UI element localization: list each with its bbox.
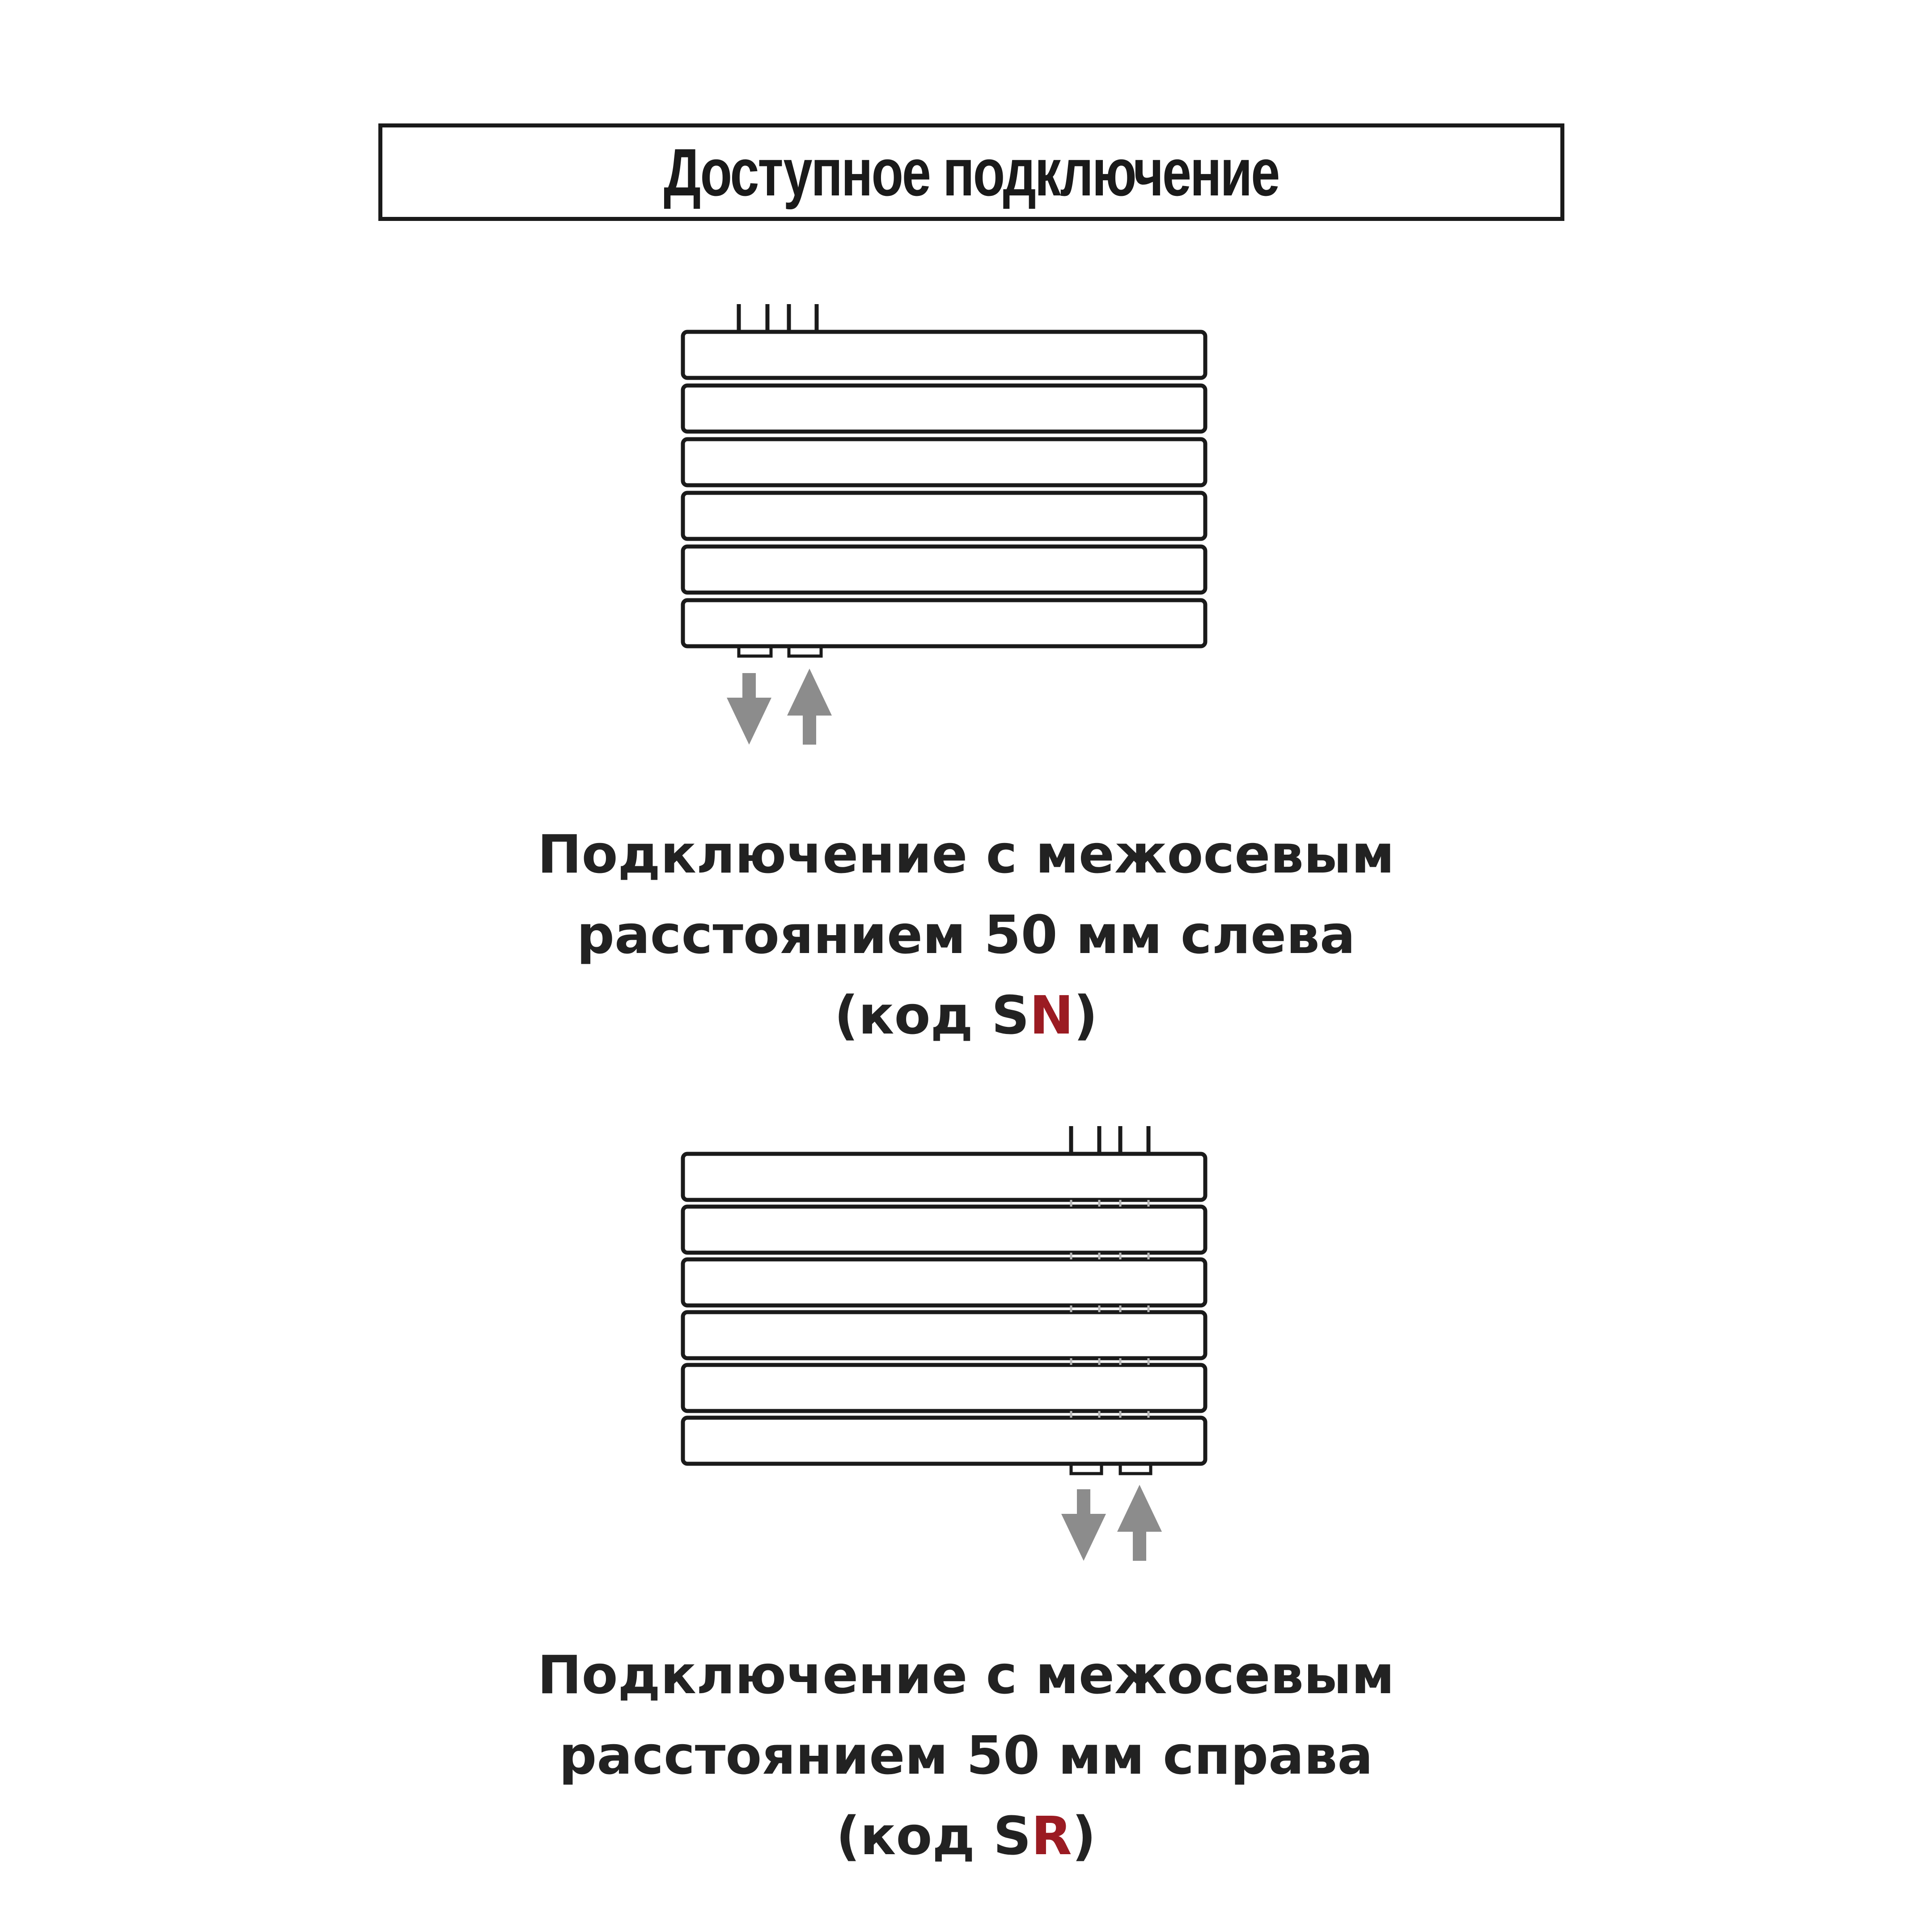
radiator-tube (683, 439, 1205, 485)
code-accent-letter: N (1029, 984, 1074, 1046)
arrow-down-icon (727, 673, 771, 745)
radiator-tube (683, 1312, 1205, 1358)
caption-code-line (0, 1796, 1932, 1876)
arrow-up-icon (1117, 1485, 1162, 1561)
arrow-up-icon (787, 669, 832, 745)
radiator-tube (683, 493, 1205, 539)
connector-nipple (739, 646, 771, 656)
radiator-tube (683, 1207, 1205, 1253)
caption-right-connection (0, 1635, 1932, 1876)
code-suffix: ) (1073, 984, 1098, 1046)
caption-line-1: Подключение с межосевым (537, 1644, 1395, 1706)
caption-line-1: Подключение с межосевым (537, 823, 1395, 885)
arrow-down-icon (1061, 1489, 1106, 1561)
caption-code-line (0, 975, 1932, 1055)
connector-nipple (1120, 1464, 1151, 1474)
radiator-tube (683, 332, 1205, 378)
caption-line-2: расстоянием 50 мм справа (559, 1724, 1373, 1786)
code-prefix: (код S (834, 984, 1030, 1046)
caption-left-connection (0, 814, 1932, 1055)
code-suffix: ) (1072, 1805, 1096, 1867)
caption-line-2: расстоянием 50 мм слева (576, 904, 1356, 966)
code-prefix: (код S (836, 1805, 1031, 1867)
radiator-tube (683, 1365, 1205, 1411)
radiator-tube (683, 547, 1205, 593)
radiator-tube (683, 1418, 1205, 1464)
radiator-tube (683, 386, 1205, 432)
page-title: Доступное подключение (664, 134, 1279, 210)
connector-nipple (1071, 1464, 1102, 1474)
radiator-tube (683, 1259, 1205, 1305)
title-box (378, 123, 1564, 221)
connector-nipple (789, 646, 821, 656)
radiator-tube (683, 600, 1205, 646)
code-accent-letter: R (1031, 1805, 1072, 1867)
radiator-tube (683, 1154, 1205, 1200)
